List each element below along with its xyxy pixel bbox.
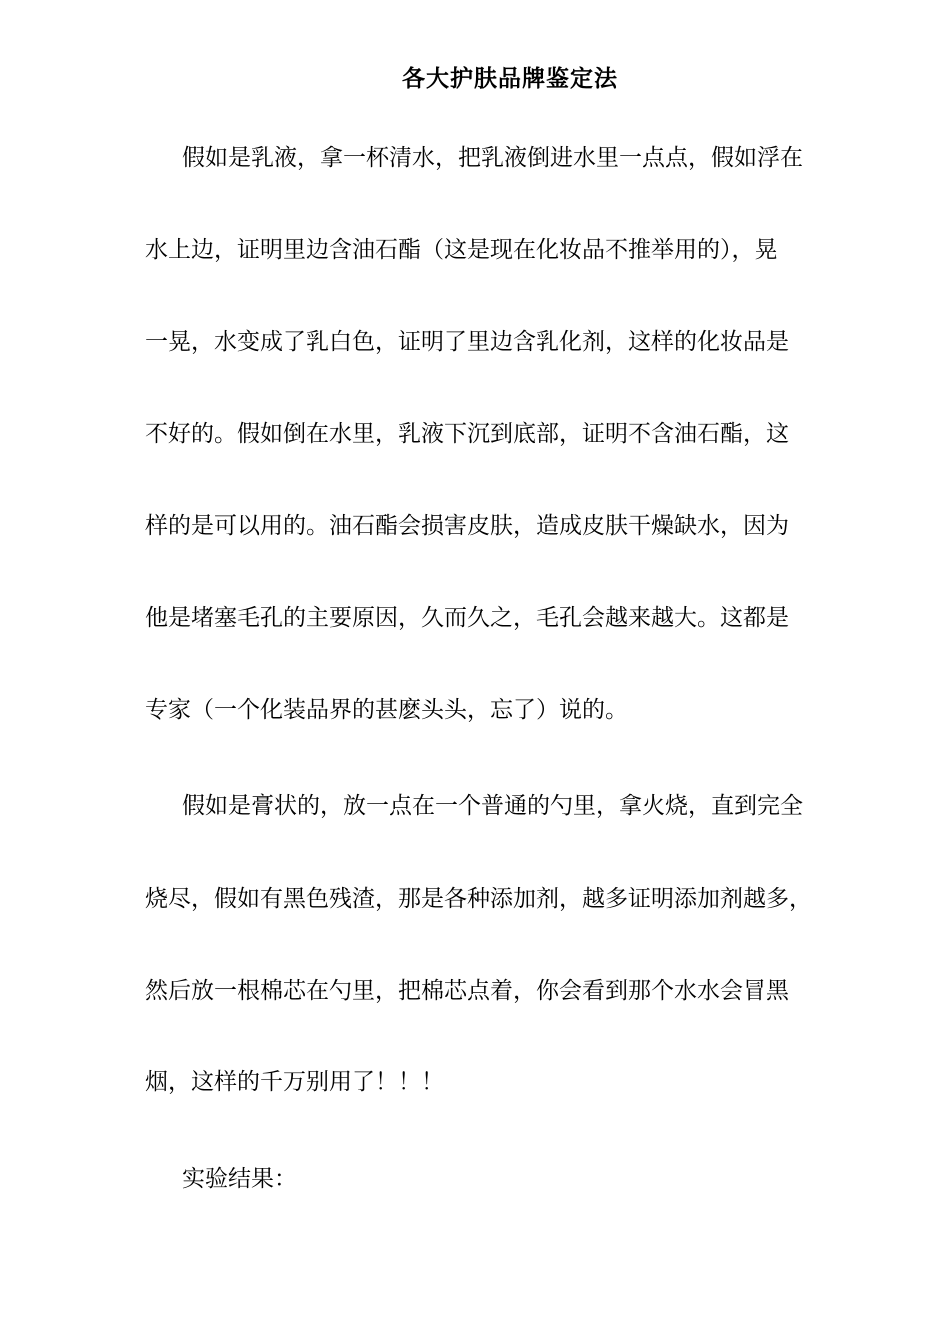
paragraph-1-line-3: 一晃，水变成了乳白色，证明了里边含乳化剂，这样的化妆品是 [145, 329, 789, 355]
paragraph-2-line-3: 然后放一根棉芯在勺里，把棉芯点着，你会看到那个水水会冒黑 [145, 978, 789, 1004]
paragraph-2-line-1: 假如是膏状的，放一点在一个普通的勺里，拿火烧，直到完全 [182, 793, 803, 819]
paragraph-1-line-5: 样的是可以用的。油石酯会损害皮肤，造成皮肤干燥缺水，因为 [145, 513, 789, 539]
paragraph-1-line-6: 他是堵塞毛孔的主要原因，久而久之，毛孔会越来越大。这都是 [145, 605, 789, 631]
document-title: 各大护肤品牌鉴定法 [402, 65, 618, 92]
paragraph-1-line-1: 假如是乳液，拿一杯清水，把乳液倒进水里一点点，假如浮在 [182, 145, 803, 171]
paragraph-1-line-4: 不好的。假如倒在水里，乳液下沉到底部，证明不含油石酯，这 [145, 421, 789, 447]
paragraph-1-line-2: 水上边，证明里边含油石酯（这是现在化妆品不推举用的），晃 [145, 237, 778, 263]
paragraph-2-line-2: 烧尽，假如有黑色残渣，那是各种添加剂，越多证明添加剂越多， [145, 886, 812, 912]
paragraph-2-line-4: 烟，这样的千万别用了！！！ [145, 1069, 444, 1095]
paragraph-1-line-7: 专家（一个化装品界的甚麽头头，忘了）说的。 [145, 697, 628, 723]
paragraph-3-line-1: 实验结果： [182, 1166, 297, 1192]
